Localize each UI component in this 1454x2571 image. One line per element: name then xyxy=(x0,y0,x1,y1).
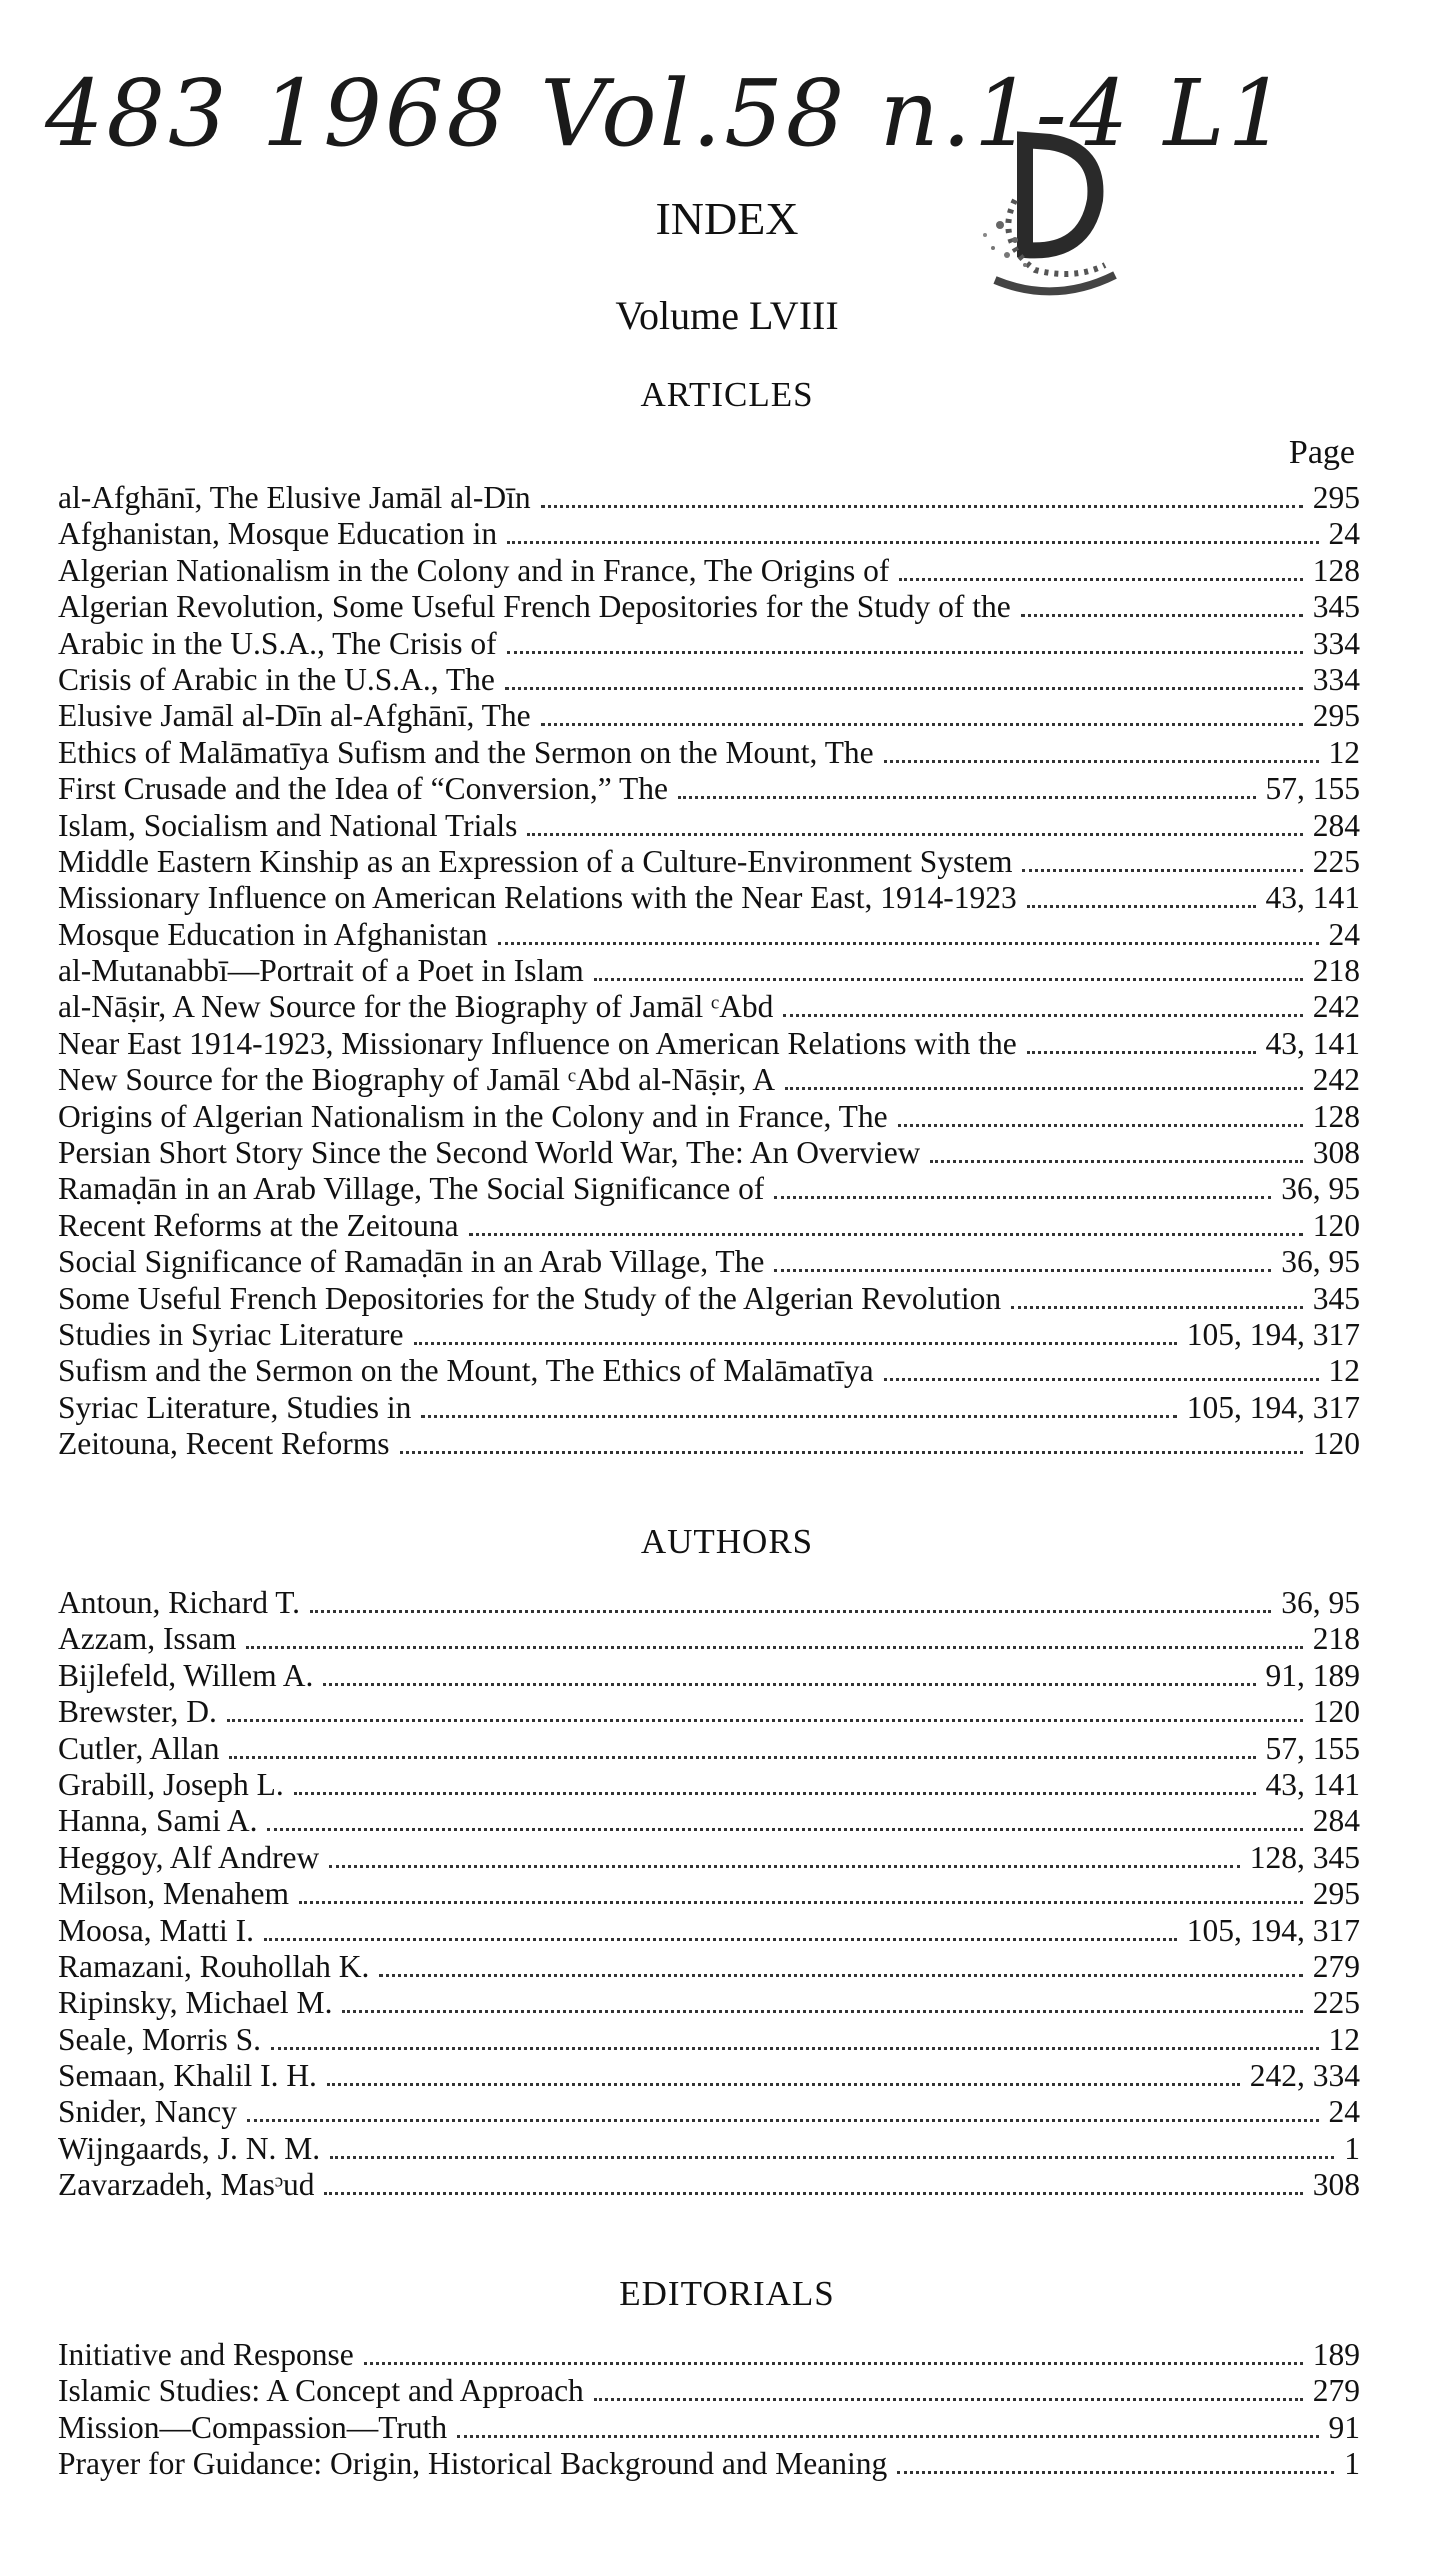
author-entry-pages: 295 xyxy=(1312,1876,1360,1912)
article-entry-pages: 242 xyxy=(1312,1062,1360,1098)
author-entry xyxy=(58,1876,1360,1912)
dot-leader xyxy=(1022,869,1302,872)
article-entry-title: Sufism and the Sermon on the Mount, The Ethics of Malāmatīya xyxy=(58,1353,874,1389)
author-entry-title: Bijlefeld, Willem A. xyxy=(58,1657,314,1693)
dot-leader xyxy=(897,2471,1334,2474)
dot-leader xyxy=(227,1719,1303,1722)
author-entry xyxy=(58,2022,1360,2058)
article-entry-title: Studies in Syriac Literature xyxy=(58,1316,404,1352)
article-entry-title: Mosque Education in Afghanistan xyxy=(58,916,488,952)
article-entry-pages: 334 xyxy=(1312,661,1360,697)
article-entry xyxy=(58,1426,1360,1462)
article-entry-title: Missionary Influence on American Relations with the Near East, 1914-1923 xyxy=(58,880,1017,916)
article-entry xyxy=(58,1135,1360,1171)
article-entry xyxy=(58,1390,1360,1426)
dot-leader xyxy=(264,1938,1177,1941)
dot-leader xyxy=(379,1974,1302,1977)
author-entry-title: Wijngaards, J. N. M. xyxy=(58,2130,321,2166)
author-entry-title: Seale, Morris S. xyxy=(58,2021,261,2057)
article-entry xyxy=(58,917,1360,953)
author-entry xyxy=(58,1985,1360,2021)
article-entry xyxy=(58,1317,1360,1353)
author-entry-title: Snider, Nancy xyxy=(58,2094,237,2130)
authors-heading: AUTHORS xyxy=(640,1522,814,1561)
dot-leader xyxy=(1027,905,1256,908)
dot-leader xyxy=(421,1415,1176,1418)
articles-list xyxy=(58,480,1360,1463)
editorial-entry-title: Initiative and Response xyxy=(58,2337,354,2372)
article-entry-pages: 128 xyxy=(1312,1098,1360,1134)
article-entry-pages: 295 xyxy=(1312,480,1360,515)
article-entry xyxy=(58,516,1360,552)
article-entry xyxy=(58,1281,1360,1317)
dot-leader xyxy=(783,1014,1302,1017)
editorial-entry-pages: 91 xyxy=(1328,2409,1360,2445)
dot-leader xyxy=(930,1160,1302,1163)
author-entry xyxy=(58,2094,1360,2130)
dot-leader xyxy=(247,2119,1319,2122)
editorial-entry-title: Islamic Studies: A Concept and Approach xyxy=(58,2373,584,2409)
article-entry xyxy=(58,771,1360,807)
article-entry-pages: 36, 95 xyxy=(1281,1244,1360,1280)
article-entry-title: Ramaḍān in an Arab Village, The Social Significance of xyxy=(58,1171,765,1207)
author-entry-title: Azzam, Issam xyxy=(58,1621,237,1657)
dot-leader xyxy=(507,541,1318,544)
dot-leader xyxy=(541,723,1303,726)
article-entry-title: Zeitouna, Recent Reforms xyxy=(58,1426,390,1462)
page-title: INDEX xyxy=(655,193,799,244)
editorials-list xyxy=(58,2337,1360,2483)
author-entry xyxy=(58,1840,1360,1876)
article-entry xyxy=(58,953,1360,989)
article-entry-title: Elusive Jamāl al-Dīn al-Afghānī, The xyxy=(58,698,531,734)
article-entry-pages: 12 xyxy=(1328,734,1360,770)
article-entry-pages: 24 xyxy=(1328,516,1360,552)
author-entry-pages: 91, 189 xyxy=(1265,1657,1360,1693)
article-entry-title: al-Afghānī, The Elusive Jamāl al-Dīn xyxy=(58,480,531,515)
author-entry-pages: 242, 334 xyxy=(1249,2058,1360,2094)
author-entry-pages: 218 xyxy=(1312,1621,1360,1657)
author-entry-pages: 120 xyxy=(1312,1694,1360,1730)
dot-leader xyxy=(505,687,1303,690)
article-entry-title: Syriac Literature, Studies in xyxy=(58,1389,412,1425)
article-entry-pages: 24 xyxy=(1328,916,1360,952)
articles-heading: ARTICLES xyxy=(640,375,814,414)
volume-title: Volume LVIII xyxy=(615,293,839,338)
article-entry-title: Crisis of Arabic in the U.S.A., The xyxy=(58,661,495,697)
author-entry xyxy=(58,1913,1360,1949)
article-entry xyxy=(58,1062,1360,1098)
dot-leader xyxy=(541,505,1303,508)
dot-leader xyxy=(323,1683,1255,1686)
author-entry-pages: 24 xyxy=(1328,2094,1360,2130)
dot-leader xyxy=(774,1269,1271,1272)
article-entry-pages: 12 xyxy=(1328,1353,1360,1389)
author-entry-pages: 57, 155 xyxy=(1265,1730,1360,1766)
author-entry-title: Ramazani, Rouhollah K. xyxy=(58,1948,370,1984)
author-entry-title: Zavarzadeh, Masᵓud xyxy=(58,2167,315,2203)
dot-leader xyxy=(498,942,1319,945)
article-entry-pages: 284 xyxy=(1312,807,1360,843)
article-entry-title: Algerian Nationalism in the Colony and in France, The Origins of xyxy=(58,552,890,588)
author-entry-pages: 128, 345 xyxy=(1249,1839,1360,1875)
article-entry xyxy=(58,808,1360,844)
author-entry xyxy=(58,1621,1360,1657)
article-entry-pages: 334 xyxy=(1312,625,1360,661)
author-entry xyxy=(58,1767,1360,1803)
author-entry xyxy=(58,1658,1360,1694)
handwritten-catalog-note: 483 1968 Vol.58 n.1-4 L1 xyxy=(45,60,1290,167)
dot-leader xyxy=(329,1865,1239,1868)
dot-leader xyxy=(400,1451,1303,1454)
article-entry xyxy=(58,1026,1360,1062)
dot-leader xyxy=(414,1342,1177,1345)
article-entry xyxy=(58,735,1360,771)
dot-leader xyxy=(1027,1051,1256,1054)
author-entry-title: Moosa, Matti I. xyxy=(58,1912,254,1948)
editorial-entry xyxy=(58,2337,1360,2373)
author-entry-title: Ripinsky, Michael M. xyxy=(58,1985,333,2021)
article-entry-title: First Crusade and the Idea of “Conversion,” The xyxy=(58,771,669,807)
article-entry xyxy=(58,480,1360,516)
editorial-entry-pages: 189 xyxy=(1312,2337,1360,2372)
article-entry-title: Middle Eastern Kinship as an Expression of a Culture-Environment System xyxy=(58,843,1013,879)
article-entry-pages: 105, 194, 317 xyxy=(1186,1316,1360,1352)
dot-leader xyxy=(678,796,1255,799)
dot-leader xyxy=(342,2010,1302,2013)
author-entry-pages: 36, 95 xyxy=(1281,1585,1360,1620)
article-entry-title: al-Nāṣir, A New Source for the Biography of Jamāl ᶜAbd xyxy=(58,989,774,1025)
dot-leader xyxy=(324,2192,1302,2195)
article-entry-pages: 308 xyxy=(1312,1135,1360,1171)
article-entry xyxy=(58,1353,1360,1389)
article-entry-pages: 345 xyxy=(1312,589,1360,625)
dot-leader xyxy=(229,1756,1255,1759)
dot-leader xyxy=(1011,1306,1303,1309)
article-entry xyxy=(58,698,1360,734)
article-entry xyxy=(58,553,1360,589)
editorial-entry xyxy=(58,2373,1360,2409)
dot-leader xyxy=(884,760,1319,763)
author-entry-pages: 284 xyxy=(1312,1803,1360,1839)
author-entry xyxy=(58,1731,1360,1767)
article-entry-pages: 120 xyxy=(1312,1207,1360,1243)
dot-leader xyxy=(527,833,1302,836)
article-entry-title: Origins of Algerian Nationalism in the Colony and in France, The xyxy=(58,1098,888,1134)
article-entry-pages: 128 xyxy=(1312,552,1360,588)
article-entry-title: Recent Reforms at the Zeitouna xyxy=(58,1207,459,1243)
dot-leader xyxy=(898,1124,1303,1127)
article-entry xyxy=(58,880,1360,916)
author-entry-title: Brewster, D. xyxy=(58,1694,217,1730)
article-entry xyxy=(58,626,1360,662)
author-entry xyxy=(58,2058,1360,2094)
article-entry-title: Arabic in the U.S.A., The Crisis of xyxy=(58,625,497,661)
article-entry-pages: 120 xyxy=(1312,1426,1360,1462)
author-entry xyxy=(58,1694,1360,1730)
author-entry-pages: 105, 194, 317 xyxy=(1186,1912,1360,1948)
article-entry-title: Persian Short Story Since the Second World War, The: An Overview xyxy=(58,1135,921,1171)
article-entry-pages: 295 xyxy=(1312,698,1360,734)
author-entry-title: Grabill, Joseph L. xyxy=(58,1766,284,1802)
editorial-entry-pages: 279 xyxy=(1312,2373,1360,2409)
article-entry-pages: 105, 194, 317 xyxy=(1186,1389,1360,1425)
article-entry xyxy=(58,1171,1360,1207)
dot-leader xyxy=(1021,614,1303,617)
author-entry xyxy=(58,1585,1360,1621)
dot-leader xyxy=(884,1378,1319,1381)
dot-leader xyxy=(294,1792,1256,1795)
dot-leader xyxy=(327,2083,1240,2086)
dot-leader xyxy=(469,1233,1303,1236)
author-entry xyxy=(58,1949,1360,1985)
author-entry xyxy=(58,2131,1360,2167)
article-entry-pages: 43, 141 xyxy=(1265,1025,1360,1061)
article-entry-title: Afghanistan, Mosque Education in xyxy=(58,516,498,552)
author-entry-pages: 12 xyxy=(1328,2021,1360,2057)
article-entry xyxy=(58,1208,1360,1244)
dot-leader xyxy=(774,1196,1271,1199)
author-entry-title: Antoun, Richard T. xyxy=(58,1585,301,1620)
article-entry xyxy=(58,1244,1360,1280)
article-entry xyxy=(58,844,1360,880)
article-entry xyxy=(58,589,1360,625)
author-entry xyxy=(58,1803,1360,1839)
dot-leader xyxy=(899,578,1302,581)
author-entry-pages: 1 xyxy=(1344,2130,1360,2166)
dot-leader xyxy=(594,978,1303,981)
author-entry-title: Heggoy, Alf Andrew xyxy=(58,1839,320,1875)
author-entry-title: Semaan, Khalil I. H. xyxy=(58,2058,317,2094)
editorial-entry-title: Prayer for Guidance: Origin, Historical Background and Meaning xyxy=(58,2446,888,2482)
authors-list xyxy=(58,1585,1360,2204)
dot-leader xyxy=(364,2362,1303,2365)
article-entry xyxy=(58,1099,1360,1135)
article-entry xyxy=(58,989,1360,1025)
editorials-heading: EDITORIALS xyxy=(619,2274,835,2313)
dot-leader xyxy=(594,2398,1303,2401)
article-entry-pages: 36, 95 xyxy=(1281,1171,1360,1207)
dot-leader xyxy=(310,1610,1271,1613)
author-entry-pages: 225 xyxy=(1312,1985,1360,2021)
dot-leader xyxy=(507,651,1303,654)
article-entry-pages: 218 xyxy=(1312,953,1360,989)
page-column-header: Page xyxy=(1288,434,1355,471)
article-entry-title: New Source for the Biography of Jamāl ᶜAbd al-Nāṣir, A xyxy=(58,1062,776,1098)
dot-leader xyxy=(271,2047,1319,2050)
article-entry xyxy=(58,662,1360,698)
article-entry-title: Ethics of Malāmatīya Sufism and the Sermon on the Mount, The xyxy=(58,734,874,770)
author-entry-title: Hanna, Sami A. xyxy=(58,1803,258,1839)
article-entry-title: Social Significance of Ramaḍān in an Arab Village, The xyxy=(58,1244,765,1280)
author-entry-pages: 308 xyxy=(1312,2167,1360,2203)
article-entry-pages: 43, 141 xyxy=(1265,880,1360,916)
editorial-entry-title: Mission—Compassion—Truth xyxy=(58,2409,448,2445)
author-entry-title: Milson, Menahem xyxy=(58,1876,289,1912)
article-entry-pages: 242 xyxy=(1312,989,1360,1025)
article-entry-title: Islam, Socialism and National Trials xyxy=(58,807,518,843)
author-entry-title: Cutler, Allan xyxy=(58,1730,220,1766)
article-entry-title: al-Mutanabbī—Portrait of a Poet in Islam xyxy=(58,953,584,989)
dot-leader xyxy=(299,1901,1303,1904)
dot-leader xyxy=(330,2156,1334,2159)
article-entry-pages: 225 xyxy=(1312,843,1360,879)
article-entry-title: Algerian Revolution, Some Useful French Depositories for the Study of the xyxy=(58,589,1011,625)
editorial-entry-pages: 1 xyxy=(1344,2446,1360,2482)
editorial-entry xyxy=(58,2446,1360,2482)
author-entry-pages: 279 xyxy=(1312,1948,1360,1984)
editorial-entry xyxy=(58,2410,1360,2446)
article-entry-pages: 57, 155 xyxy=(1265,771,1360,807)
article-entry-title: Some Useful French Depositories for the Study of the Algerian Revolution xyxy=(58,1280,1002,1316)
article-entry-pages: 345 xyxy=(1312,1280,1360,1316)
dot-leader xyxy=(457,2435,1318,2438)
author-entry-pages: 43, 141 xyxy=(1265,1766,1360,1802)
dot-leader xyxy=(246,1646,1302,1649)
author-entry xyxy=(58,2167,1360,2203)
dot-leader xyxy=(785,1087,1303,1090)
dot-leader xyxy=(267,1828,1302,1831)
article-entry-title: Near East 1914-1923, Missionary Influence on American Relations with the xyxy=(58,1025,1017,1061)
